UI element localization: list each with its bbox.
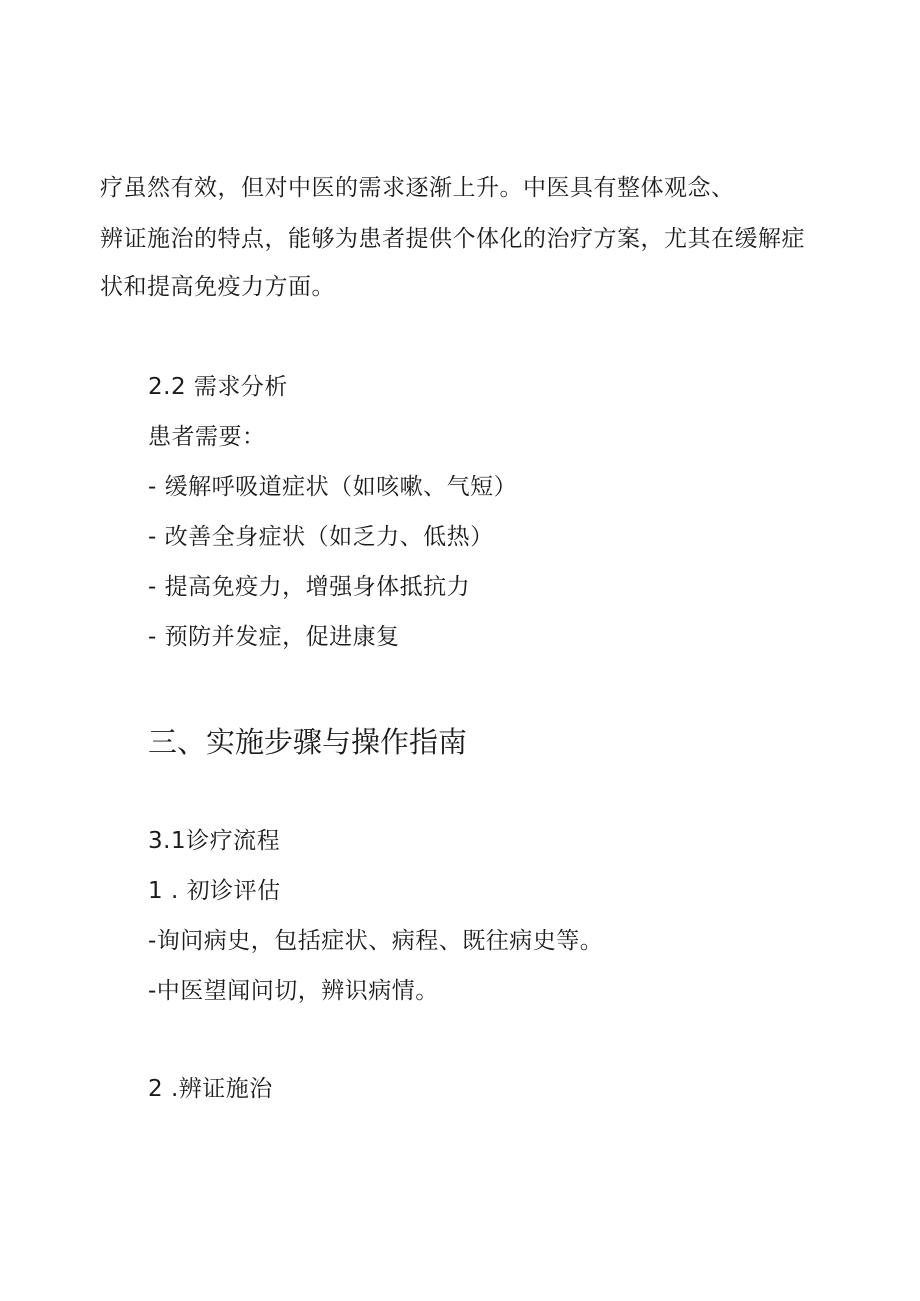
step-1-title: 1 . 初诊评估 [148, 878, 281, 904]
need-item: - 预防并发症，促进康复 [148, 624, 400, 650]
intro-line-3: 状和提高免疫力方面。 [100, 274, 335, 300]
step-1-item: -询问病史，包括症状、病程、既往病史等。 [148, 928, 604, 954]
section-2-2-heading: 2.2 需求分析 [148, 374, 288, 400]
intro-line-1: 疗虽然有效，但对中医的需求逐渐上升。中医具有整体观念、 [100, 175, 735, 201]
step-1-item: -中医望闻问切，辨识病情。 [148, 978, 439, 1004]
step-2-title: 2 .辨证施治 [148, 1076, 273, 1102]
need-item: - 改善全身症状（如乏力、低热） [148, 524, 494, 550]
section-2-2-lead: 患者需要： [148, 424, 266, 450]
section-3-heading: 三、实施步骤与操作指南 [148, 725, 468, 759]
need-item: - 缓解呼吸道症状（如咳嗽、气短） [148, 474, 518, 500]
need-item: - 提高免疫力，增强身体抵抗力 [148, 574, 471, 600]
section-3-1-heading: 3.1诊疗流程 [148, 828, 281, 854]
intro-line-2: 辨证施治的特点，能够为患者提供个体化的治疗方案，尤其在缓解症 [100, 226, 805, 252]
